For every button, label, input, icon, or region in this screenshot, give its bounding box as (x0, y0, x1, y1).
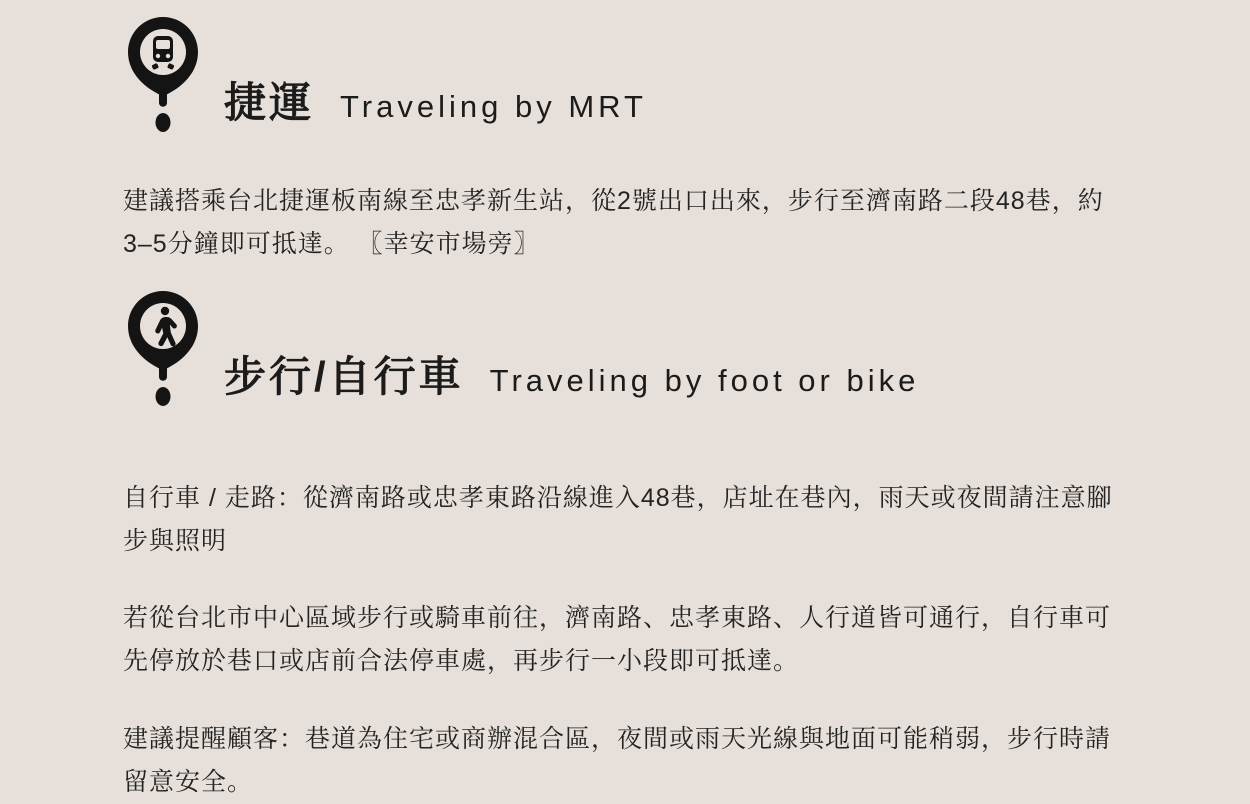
section-title-en-walk: Traveling by foot or bike (489, 362, 920, 398)
section-title-group-mrt (224, 80, 647, 132)
section-paragraph-mrt: 建議搭乘台北捷運板南線至忠孝新生站，從2號出口出來，步行至濟南路二段48巷，約3–5分鐘即可抵達。 〖幸安市場旁〗 (123, 187, 1104, 258)
section-title-group-walk (224, 354, 919, 406)
section-paragraph-walk-2: 若從台北市中心區域步行或騎車前往，濟南路、忠孝東路、人行道皆可通行，自行車可先停放於巷口或店前合法停車處，再步行一小段即可抵達。 (123, 604, 1112, 675)
metro-location-pin-icon (120, 14, 206, 132)
section-title-zh-walk: 步行/自行車 (224, 352, 464, 400)
section-paragraph-walk-3: 建議提醒顧客：巷道為住宅或商辦混合區，夜間或雨天光線與地面可能稍弱，步行時請留意安全。 (123, 725, 1112, 796)
section-paragraph-walk-1: 自行車 / 走路：從濟南路或忠孝東路沿線進入48巷，店址在巷內，雨天或夜間請注意腳步與照明 (123, 484, 1113, 555)
section-title-zh-mrt: 捷運 (224, 78, 315, 126)
section-heading-mrt (120, 14, 647, 132)
section-title-en-mrt: Traveling by MRT (340, 88, 647, 124)
pedestrian-location-pin-icon (120, 288, 206, 406)
section-heading-walk (120, 288, 919, 406)
